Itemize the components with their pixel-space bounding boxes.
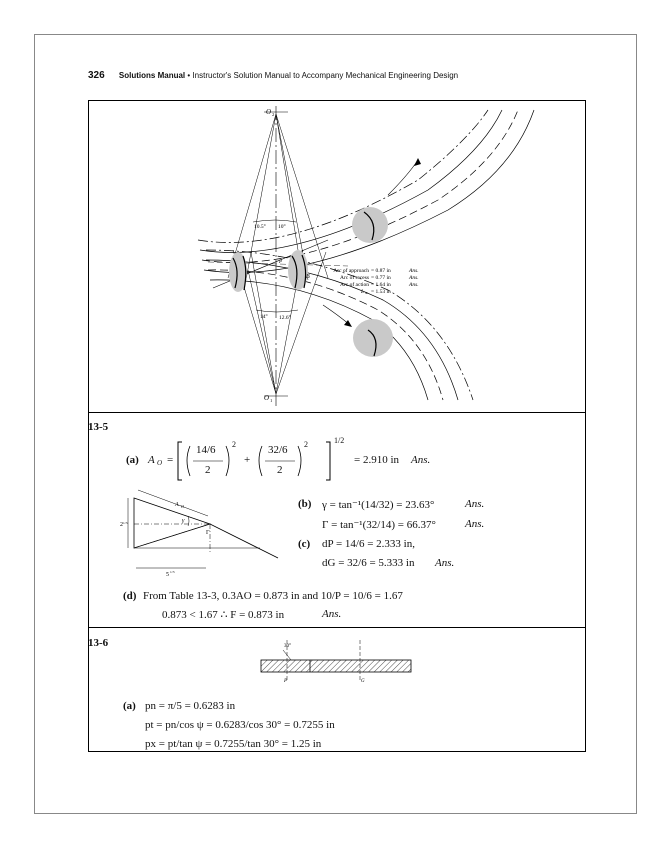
- book-title: Solutions Manual: [118, 71, 186, 80]
- angle-arc-top: [253, 220, 296, 222]
- lab-value: = 1.53 in: [371, 289, 391, 295]
- lab-sub: ab: [365, 291, 369, 295]
- part-a-equation: [126, 436, 431, 480]
- book-subtitle: Instructor's Solution Manual to Accompany Mechanical Engineering Design: [192, 71, 459, 80]
- arc-recess-ans: Ans.: [409, 275, 419, 281]
- arc-action-ans: Ans.: [409, 282, 419, 288]
- part-c-line1: dP = 14/6 = 2.333 in,: [322, 538, 415, 550]
- label-dim-left: 2: [120, 522, 123, 528]
- rotation-arrow-top: [388, 160, 418, 195]
- part-b-label: (b): [298, 498, 312, 510]
- part-b-line1: γ = tan⁻¹(14/32) = 23.63°: [322, 499, 435, 511]
- part-c-ans: Ans.: [435, 557, 455, 569]
- eq-sign: =: [167, 454, 174, 466]
- label-angle-12-6: 12.6°: [279, 315, 291, 321]
- frac2-exponent: 2: [304, 440, 308, 449]
- lab-label: L: [360, 289, 364, 295]
- helical-rack-figure: [255, 638, 415, 688]
- label-ao-sub: O: [181, 504, 184, 509]
- label-o1: O: [264, 394, 270, 402]
- page-number: 326: [88, 70, 105, 81]
- header-separator: •: [187, 71, 191, 80]
- arc-action-value: = 1.64 in: [371, 282, 391, 288]
- part-d-line2: 0.873 < 1.67 ∴ F = 0.873 in: [162, 609, 285, 621]
- part-c-label: (c): [298, 538, 311, 550]
- divider-13-5: [88, 412, 586, 413]
- divider-13-6: [88, 627, 586, 628]
- part-a-ans: Ans.: [411, 454, 431, 466]
- arc-approach-ans: Ans.: [409, 268, 419, 274]
- part-b-line2: Γ = tan⁻¹(32/14) = 66.37°: [322, 519, 436, 531]
- label-cap-gamma: Γ: [206, 530, 210, 536]
- label-o2: O: [266, 108, 272, 116]
- frac1-exponent: 2: [232, 440, 236, 449]
- label-g: G: [361, 679, 365, 684]
- arc-recess-label: Arc of recess: [339, 275, 369, 281]
- part-b-ans1: Ans.: [465, 498, 485, 510]
- arc-action-label: Arc of action: [339, 282, 369, 288]
- part-b-ans2: Ans.: [465, 518, 485, 530]
- frac1-denominator: 2: [205, 464, 211, 476]
- arc-approach-label: Arc of approach: [333, 268, 369, 274]
- part-a-13-6-line1: pn = π/5 = 0.6283 in: [145, 700, 236, 712]
- part-a-label: (a): [126, 454, 139, 466]
- arrowhead-top: [414, 158, 421, 166]
- bevel-cone-figure: [120, 488, 285, 578]
- label-dim-bottom-frac: 1/3: [170, 570, 175, 574]
- arc-results: [333, 267, 418, 295]
- running-header: [88, 70, 458, 81]
- problem-13-6-number: 13-6: [88, 637, 109, 649]
- label-ao: A: [175, 502, 179, 508]
- label-angle-10-5: 10.5°: [254, 224, 266, 230]
- label-point-p: P: [279, 260, 283, 265]
- arc-approach-value: = 0.87 in: [371, 268, 391, 274]
- ao-subscript: O: [157, 459, 163, 467]
- label-dim-bottom: 5: [166, 572, 169, 578]
- outer-exponent: 1/2: [334, 436, 345, 445]
- part-a-result: = 2.910 in: [354, 454, 400, 466]
- part-c-line2: dG = 32/6 = 5.333 in: [322, 557, 415, 569]
- label-angle-10: 10°: [278, 224, 286, 230]
- ao-symbol: A: [148, 454, 155, 466]
- label-gamma: γ: [182, 518, 185, 524]
- label-o2-sub: 2: [272, 112, 275, 117]
- frac2-denominator: 2: [277, 464, 283, 476]
- frac1-numerator: 14/6: [196, 444, 216, 456]
- label-p: P: [284, 679, 288, 684]
- label-point-b: B: [306, 274, 310, 280]
- part-a-13-6-line3: px = pt/tan ψ = 0.7255/tan 30° = 1.25 in: [145, 738, 322, 750]
- gear-mesh-figure: [88, 100, 586, 412]
- part-a-13-6-label: (a): [123, 700, 136, 712]
- arc-recess-value: = 0.77 in: [371, 275, 391, 281]
- frac2-numerator: 32/6: [268, 444, 288, 456]
- label-30deg: 30°: [284, 644, 291, 649]
- gear-top-arcs: [198, 110, 534, 273]
- part-a-13-6-line2: pt = pn/cos ψ = 0.6283/cos 30° = 0.7255 in: [145, 719, 335, 731]
- radials-top: [228, 114, 328, 280]
- label-o1-sub: 1: [270, 398, 273, 403]
- label-angle-14: 14°: [260, 314, 268, 320]
- part-d-ans: Ans.: [322, 608, 342, 620]
- part-d-label: (d): [123, 590, 137, 602]
- label-dim-left-frac: 1/3: [123, 521, 128, 525]
- rotation-arrow-bottom: [323, 305, 350, 325]
- part-d-line1: From Table 13-3, 0.3AO = 0.873 in and 10/P = 10/6 = 1.67: [143, 590, 403, 602]
- problem-13-5-number: 13-5: [88, 421, 109, 433]
- plus-sign: +: [244, 454, 251, 466]
